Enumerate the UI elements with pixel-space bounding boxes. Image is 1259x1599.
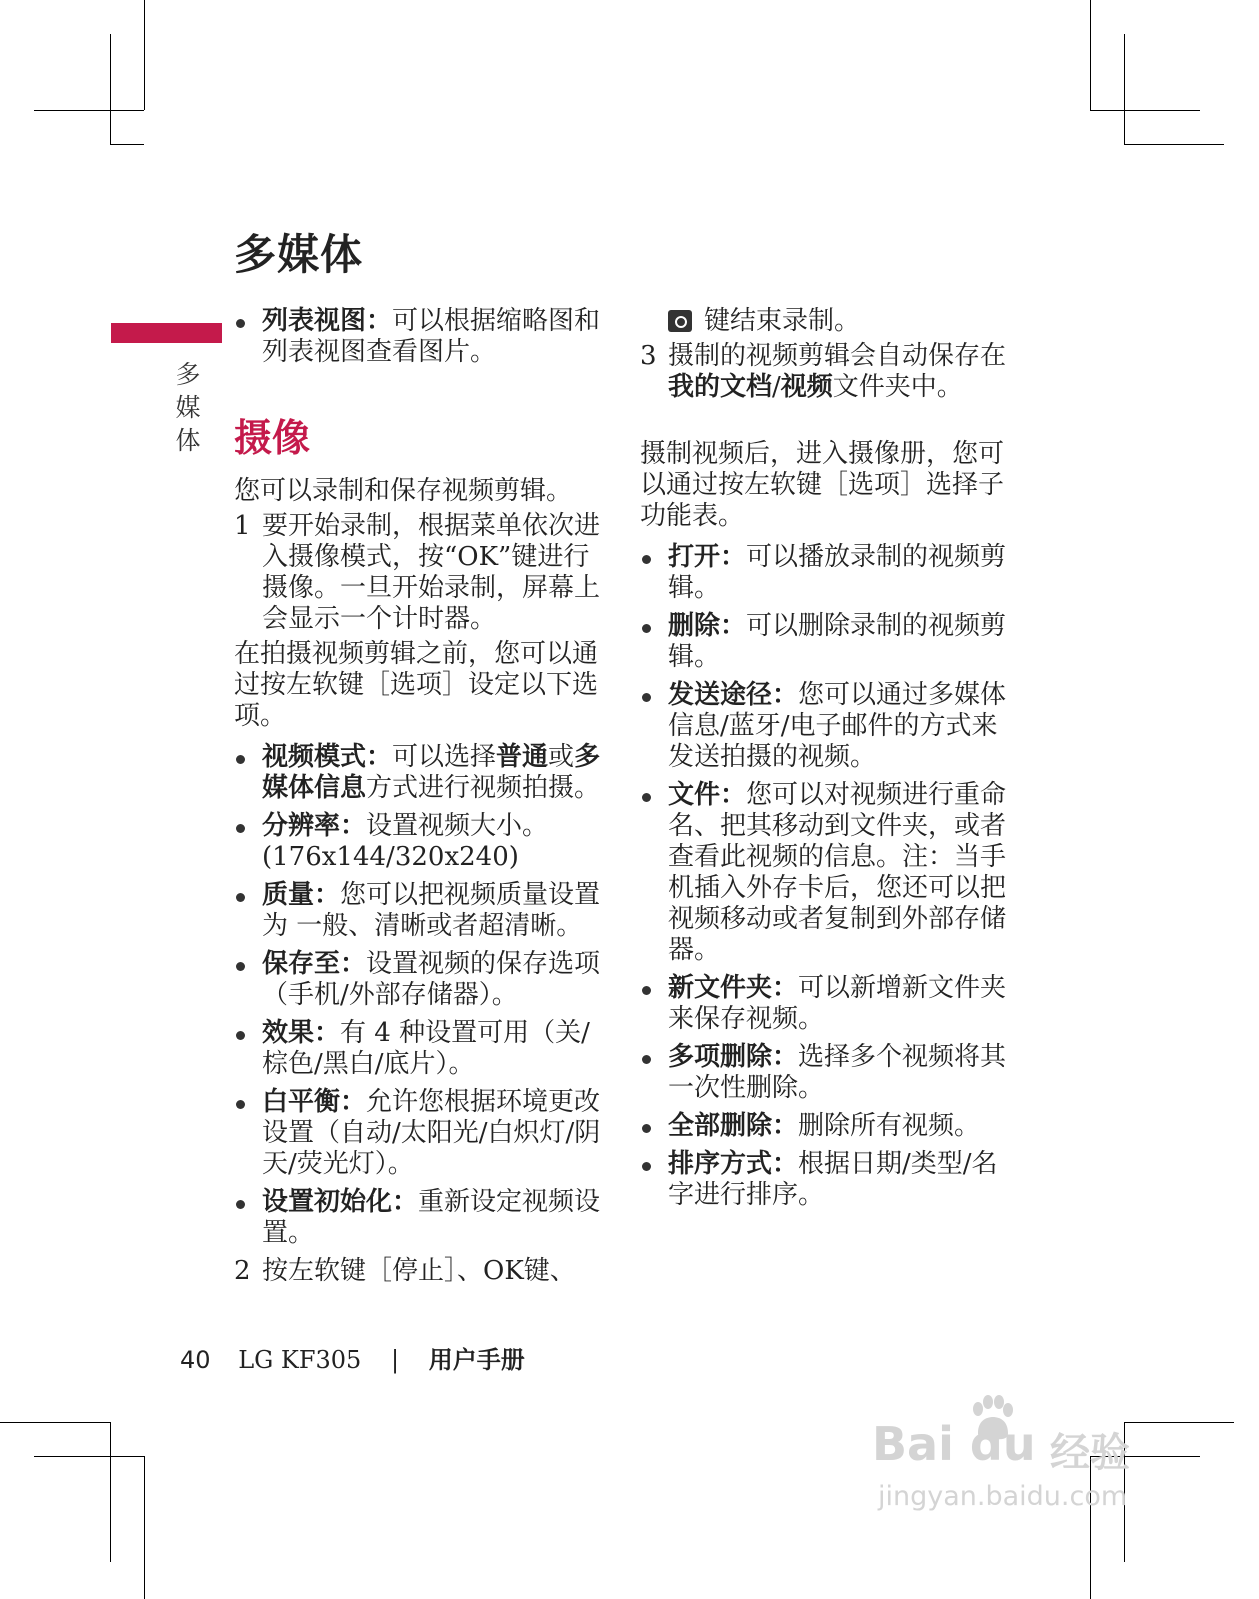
item-bold: 普通 [496, 742, 549, 772]
crop-mark [1090, 0, 1091, 110]
left-column [234, 306, 602, 1291]
step-number: 2 [234, 1256, 251, 1286]
side-label-char: 体 [175, 426, 201, 455]
item-text: 选择多个视频将其一次性删除。 [668, 1042, 1007, 1103]
album-options-list [640, 542, 1015, 1211]
item-term: 新文件夹： [668, 973, 799, 1003]
item-term: 质量： [262, 880, 341, 910]
item-term: 文件： [668, 780, 747, 810]
after-recording-intro: 摄制视频后，进入摄像册，您可以通过按左软键［选项］选择子功能表。 [640, 439, 1005, 531]
item-text: 或 [548, 742, 575, 772]
item-text: 您可以对视频进行重命名、把其移动到文件夹，或者查看此视频的信息。注：当手机插入外存卡后，您还可以把视频移动或者复制到外部存储器。 [668, 780, 1007, 965]
item-term: 设置初始化： [262, 1187, 419, 1217]
list-item [640, 1042, 1015, 1104]
step-text: 要开始录制，根据菜单依次进入摄像模式，按“OK”键进行摄像。一旦开始录制，屏幕上会显示一个计时器。 [262, 511, 601, 634]
camera-key-icon [668, 310, 692, 332]
crop-mark [1124, 144, 1224, 145]
folder-name: 我的文档 [668, 372, 773, 402]
side-label-char: 多 [175, 360, 201, 389]
step-item [640, 341, 1015, 403]
steps-list [234, 511, 602, 635]
list-item [640, 780, 1015, 966]
item-text: 可以删除录制的视频剪辑。 [668, 611, 1007, 672]
model-name: LG KF305 [238, 1346, 362, 1374]
baidu-watermark [872, 1395, 1172, 1535]
crop-mark [110, 1422, 111, 1562]
list-item [234, 949, 602, 1011]
page-number: 40 [180, 1346, 211, 1374]
crop-mark [110, 144, 144, 145]
item-term: 保存至： [262, 949, 367, 979]
item-text: 可以播放录制的视频剪辑。 [668, 542, 1007, 603]
item-text: 可以选择 [392, 742, 497, 772]
footer-separator: | [390, 1346, 400, 1374]
item-term: 白平衡： [262, 1087, 367, 1117]
step-item [234, 511, 602, 635]
crop-mark [144, 1456, 145, 1599]
section-tab-marker [111, 323, 222, 343]
item-term: 打开： [668, 542, 747, 572]
item-text: 重新设定视频设置。 [262, 1187, 601, 1248]
step-text: 摄制的视频剪辑会自动保存在 [668, 341, 1007, 371]
list-item [640, 1111, 1015, 1142]
crop-mark [110, 34, 111, 144]
manual-label: 用户手册 [428, 1346, 525, 1374]
crop-mark [144, 0, 145, 110]
watermark-brand: 经验 [1050, 1430, 1130, 1476]
side-section-label [172, 358, 204, 457]
page-footer [180, 1340, 525, 1375]
watermark-logo: Bai du [872, 1417, 1036, 1471]
intro-bullets [234, 306, 602, 368]
item-text: 根据日期/类型/名字进行排序。 [668, 1149, 998, 1210]
item-term: 列表视图： [262, 306, 393, 336]
item-text: 您可以通过多媒体信息/蓝牙/电子邮件的方式来发送拍摄的视频。 [668, 680, 1007, 772]
item-term: 发送途径： [668, 680, 799, 710]
crop-mark [1090, 110, 1200, 111]
page-title: 多媒体 [234, 230, 364, 279]
item-bold: 多媒体信息 [262, 742, 601, 803]
item-term: 效果： [262, 1018, 341, 1048]
item-text: 可以新增新文件夹来保存视频。 [668, 973, 1007, 1034]
step-text: 按左软键［停止］、OK键、 [262, 1256, 576, 1286]
crop-mark [34, 110, 144, 111]
crop-mark [1124, 34, 1125, 144]
list-item [234, 880, 602, 942]
list-item [234, 811, 602, 873]
steps-list [234, 1256, 602, 1287]
list-item [234, 1187, 602, 1249]
step-text: / [772, 372, 781, 402]
list-item [640, 542, 1015, 604]
item-text: 您可以把视频质量设置为 一般、清晰或者超清晰。 [262, 880, 601, 941]
recording-options-list [234, 742, 602, 1249]
steps-list [640, 341, 1015, 403]
item-term: 排序方式： [668, 1149, 799, 1179]
item-text: 有 4 种设置可用（关/棕色/黑白/底片）。 [262, 1018, 590, 1079]
options-intro: 在拍摄视频剪辑之前，您可以通过按左软键［选项］设定以下选项。 [234, 639, 599, 731]
side-label-char: 媒 [175, 393, 201, 422]
crop-mark [34, 1456, 144, 1457]
step-text: 文件夹中。 [832, 372, 963, 402]
step-text: 键结束录制。 [704, 306, 861, 336]
folder-name: 视频 [780, 372, 833, 402]
item-text: 设置视频的保存选项（手机/外部存储器）。 [262, 949, 601, 1010]
section-title: 摄像 [234, 416, 311, 460]
list-item [234, 306, 602, 368]
section-lead: 您可以录制和保存视频剪辑。 [234, 476, 573, 506]
list-item [234, 1018, 602, 1080]
item-term: 全部删除： [668, 1111, 799, 1141]
step-item [234, 1256, 602, 1287]
step-continuation [640, 306, 1015, 337]
crop-mark [0, 1422, 110, 1423]
item-text: 方式进行视频拍摄。 [366, 773, 601, 803]
step-number: 3 [640, 341, 657, 371]
item-term: 多项删除： [668, 1042, 799, 1072]
list-item [640, 973, 1015, 1035]
list-item [640, 680, 1015, 773]
list-item [234, 1087, 602, 1180]
item-term: 视频模式： [262, 742, 393, 772]
list-item [234, 742, 602, 804]
item-text: 删除所有视频。 [798, 1111, 981, 1141]
step-number: 1 [234, 511, 251, 541]
item-term: 删除： [668, 611, 747, 641]
item-term: 分辨率： [262, 811, 367, 841]
list-item [640, 1149, 1015, 1211]
item-text: 设置视频大小。(176x144/320x240) [262, 811, 549, 872]
item-text: 允许您根据环境更改设置（自动/太阳光/白炽灯/阴天/荧光灯）。 [262, 1087, 601, 1179]
item-text: 可以根据缩略图和列表视图查看图片。 [262, 306, 601, 367]
watermark-url: jingyan.baidu.com [878, 1481, 1128, 1512]
list-item [640, 611, 1015, 673]
right-column [640, 306, 1015, 1218]
